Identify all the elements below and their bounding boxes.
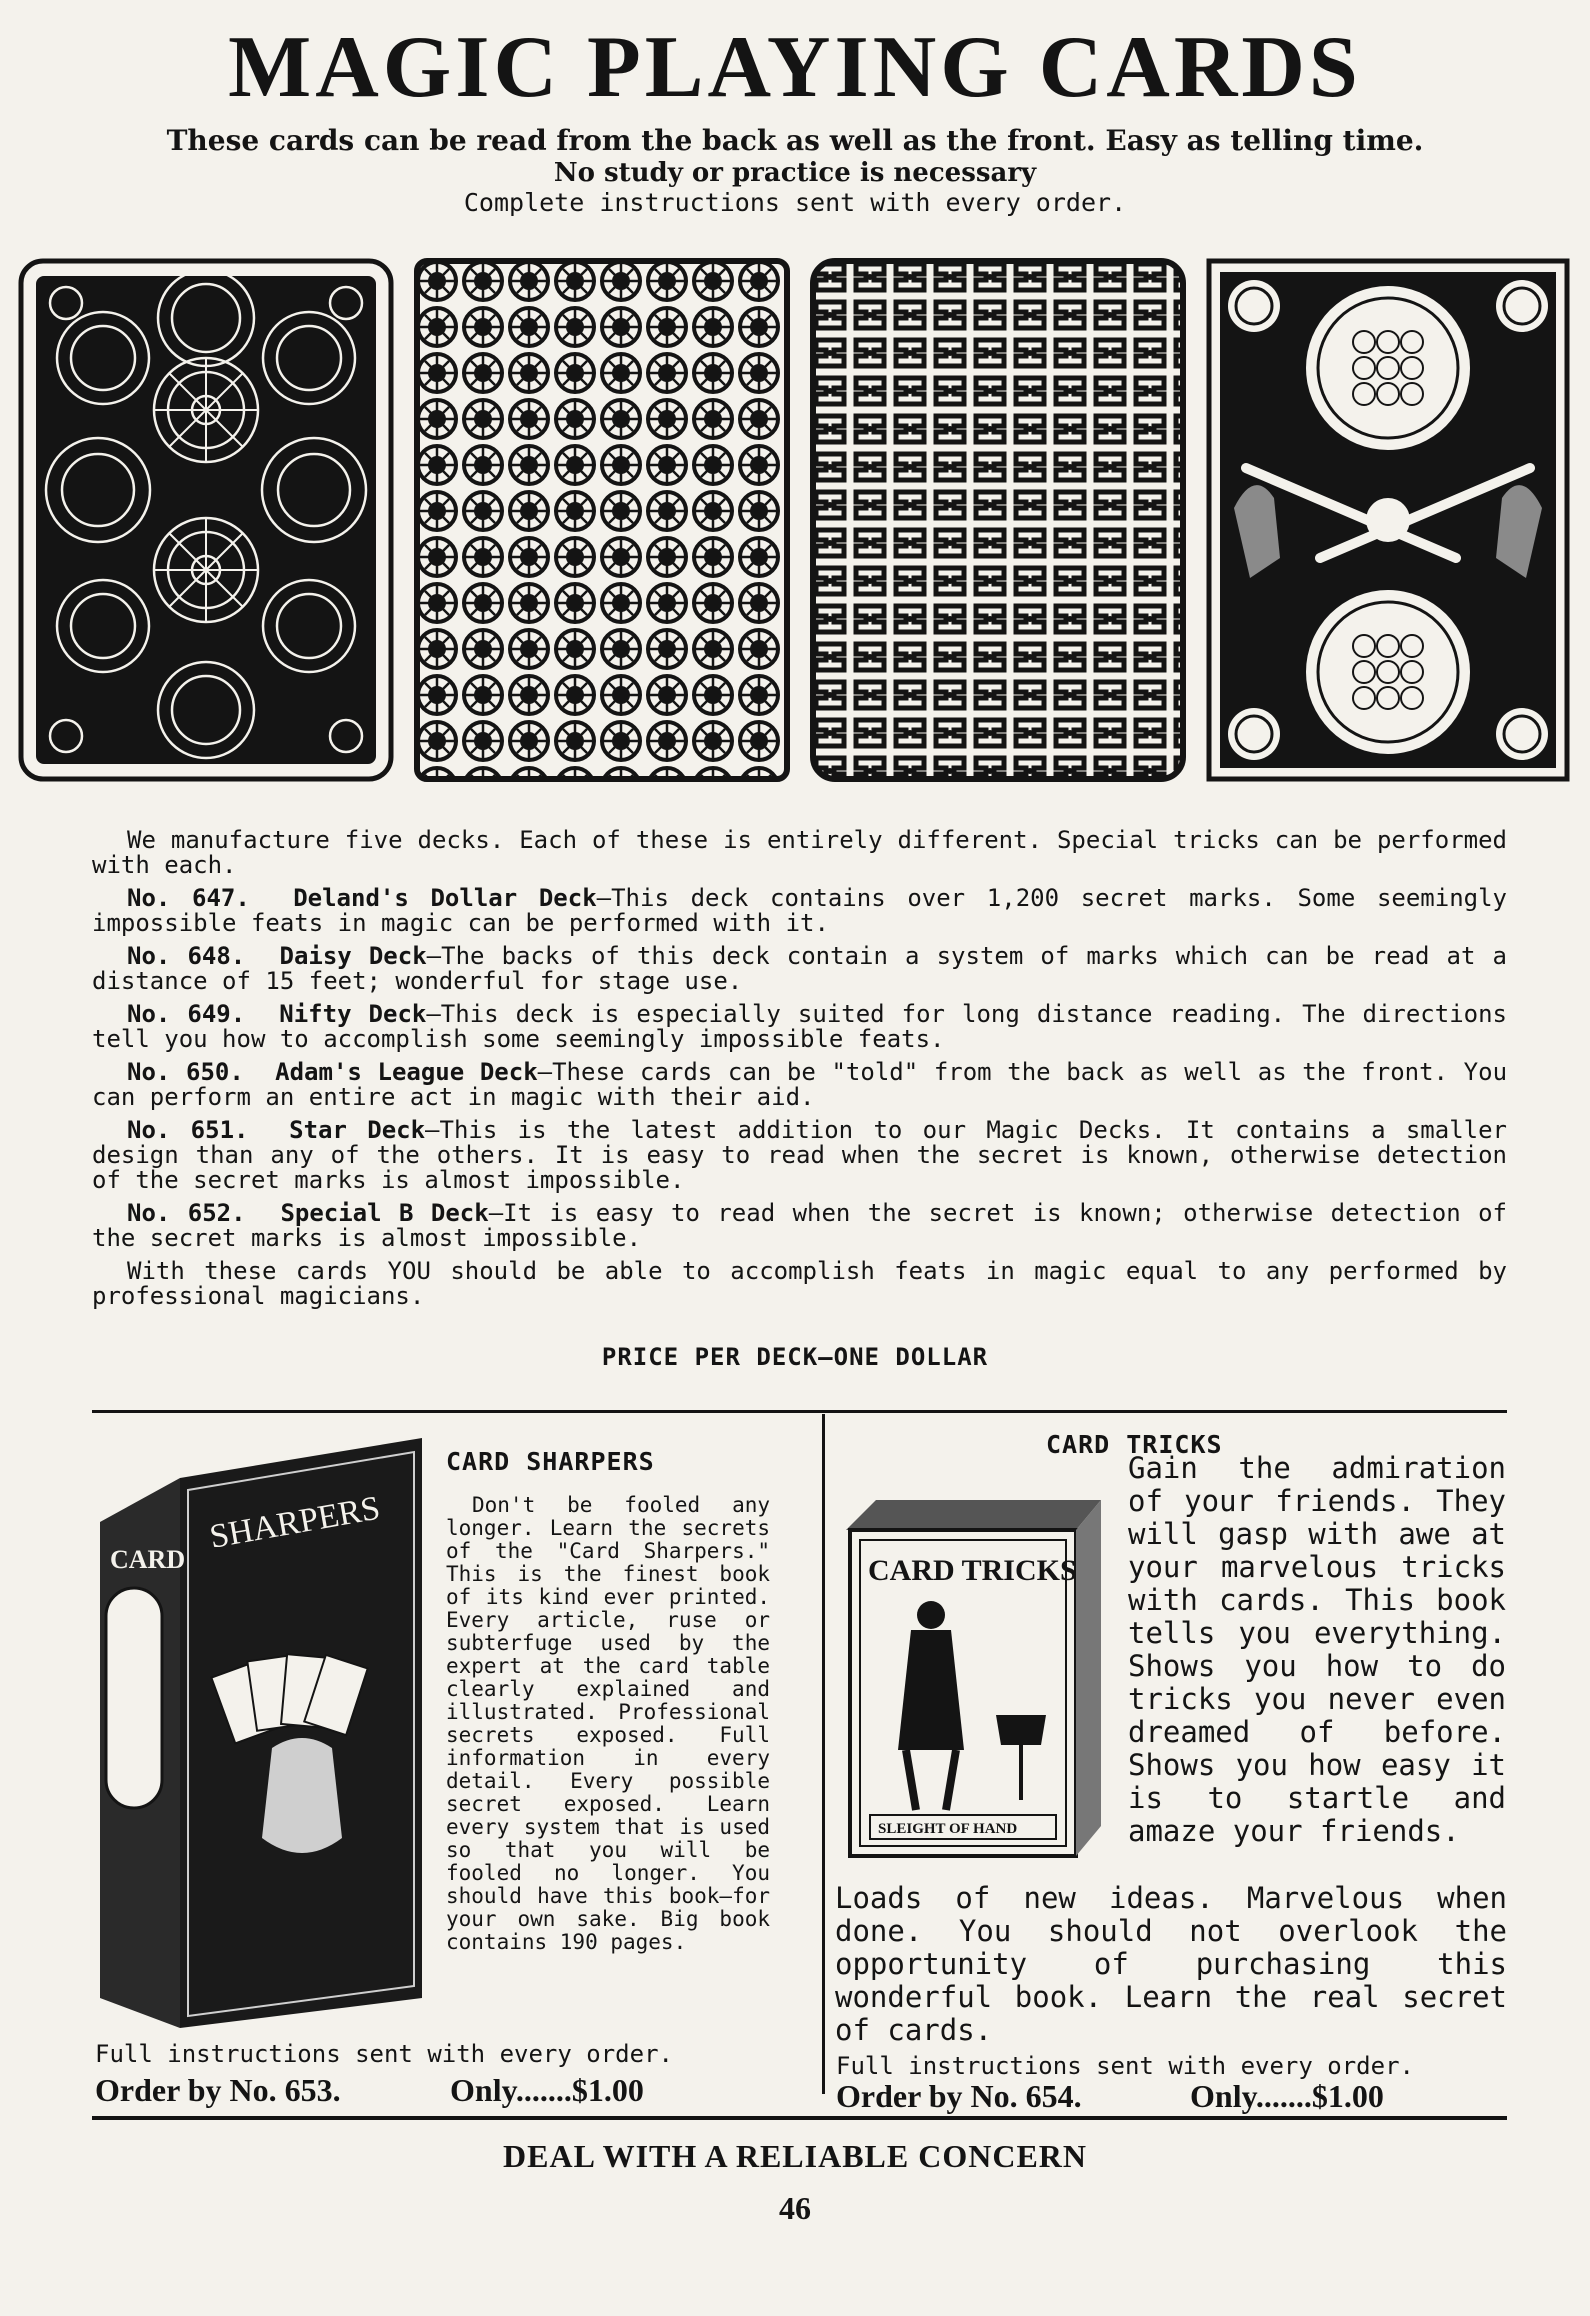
deck-number: No. 652. <box>127 1199 246 1227</box>
deck-number: No. 650. <box>127 1058 244 1086</box>
deck-description: —It is easy to read when the secret is known; otherwise detection of the secret marks is almost impossible. <box>92 1199 1507 1252</box>
card-tricks-footer: Full instructions sent with every order. <box>836 2052 1414 2080</box>
deck-650 <box>92 1060 1507 1110</box>
intro-paragraph: We manufacture five decks. Each of these is entirely different. Special tricks can be performed with each. <box>92 826 1507 879</box>
book-cover-subtitle: SLEIGHT OF HAND <box>878 1821 1018 1837</box>
card-tricks-order-number: Order by No. 654. <box>836 2078 1082 2114</box>
card-back-wheels <box>414 258 790 782</box>
deck-649 <box>92 1002 1507 1052</box>
card-tricks-book-illustration <box>846 1490 1106 1864</box>
divider-top <box>92 1410 1507 1413</box>
deck-descriptions <box>92 828 1507 1317</box>
card-tricks-heading: CARD TRICKS <box>1046 1430 1223 1459</box>
divider-vertical <box>822 1414 825 2094</box>
book-spine-title: CARD <box>110 1545 186 1574</box>
page-title: MAGIC PLAYING CARDS <box>228 19 1362 116</box>
deck-647 <box>92 886 1507 936</box>
deck-number: No. 651. <box>127 1116 249 1144</box>
deck-652 <box>92 1201 1507 1251</box>
deck-name: Deland's Dollar Deck <box>293 884 597 912</box>
card-back-glyphs <box>810 258 1186 782</box>
card-sharpers-footer: Full instructions sent with every order. <box>95 2040 673 2068</box>
card-sharpers-description: Don't be fooled any longer. Learn the secrets of the "Card Sharpers." This is the finest book of its kind ever printed. Every article, ruse or subterfuge used by the expert at the card table clearly explained and illustrated. Professional secrets exposed. Full information in every detail. Every possible secret exposed. Learn every system that is used so that you will be fooled no longer. You should have this book—for your own sake. Big book contains 190 pages. <box>446 1493 770 1954</box>
price-line: PRICE PER DECK—ONE DOLLAR <box>601 1343 989 1371</box>
subtitle-3: Complete instructions sent with every order. <box>463 188 1127 217</box>
card-tricks-description-bottom: Loads of new ideas. Marvelous when done. You should not overlook the opportunity of purchasing this wonderful book. Learn the real secret of cards. <box>835 1881 1507 2047</box>
deck-name: Special B Deck <box>280 1199 489 1227</box>
footer-slogan: DEAL WITH A RELIABLE CONCERN <box>503 2138 1087 2174</box>
deck-description: —These cards can be "told" from the back as well as the front. You can perform an entire act in magic with their aid. <box>92 1058 1508 1111</box>
subtitle: These cards can be read from the back as well as the front. Easy as telling time. <box>166 124 1424 157</box>
deck-description: —This deck is especially suited for long distance reading. The directions tell you how to accomplish some seemingly impossible feats. <box>92 1000 1507 1053</box>
deck-name: Daisy Deck <box>279 942 427 970</box>
deck-number: No. 647. <box>127 884 250 912</box>
deck-number: No. 648. <box>127 942 246 970</box>
deck-description: —This is the latest addition to our Magic Decks. It contains a smaller design than any of the others. It is easy to read when the secret is known, otherwise detection of the secret marks is almost impossible. <box>92 1116 1507 1194</box>
book-cover-title: SHARPERS <box>206 1489 383 1556</box>
book-cover-title: CARD TRICKS <box>868 1554 1077 1587</box>
deck-651 <box>92 1118 1507 1193</box>
deck-name: Star Deck <box>289 1116 426 1144</box>
card-sharpers-price: Only.......$1.00 <box>450 2072 644 2108</box>
card-sharpers-heading: CARD SHARPERS <box>446 1447 655 1476</box>
card-sharpers-order-number: Order by No. 653. <box>95 2072 341 2108</box>
deck-description: —This deck contains over 1,200 secret marks. Some seemingly impossible feats in magic can be performed with it. <box>92 884 1508 937</box>
page-number: 46 <box>779 2190 811 2226</box>
deck-number: No. 649. <box>127 1000 246 1028</box>
card-tricks-description-top: Gain the admiration of your friends. They will gasp with awe at your marvelous tricks with cards. This book tells you everything. Shows you how to do tricks you never even dreamed of before. Shows you how easy it is to startle and amaze your friends. <box>1128 1451 1506 1848</box>
card-tricks-price: Only.......$1.00 <box>1190 2078 1384 2114</box>
card-sharpers-book-illustration <box>92 1438 432 2042</box>
closing-paragraph: With these cards YOU should be able to accomplish feats in magic equal to any performed by professional magicians. <box>92 1257 1507 1310</box>
subtitle-2: No study or practice is necessary <box>553 158 1037 188</box>
deck-description: —The backs of this deck contain a system of marks which can be read at a distance of 15 feet; wonderful for stage use. <box>92 942 1508 995</box>
divider-bottom <box>92 2116 1507 2120</box>
deck-name: Nifty Deck <box>279 1000 427 1028</box>
deck-648 <box>92 944 1507 994</box>
deck-name: Adam's League Deck <box>275 1058 538 1086</box>
card-back-baseball <box>1206 258 1570 782</box>
card-backs <box>18 258 1570 782</box>
card-back-circles <box>18 258 394 782</box>
